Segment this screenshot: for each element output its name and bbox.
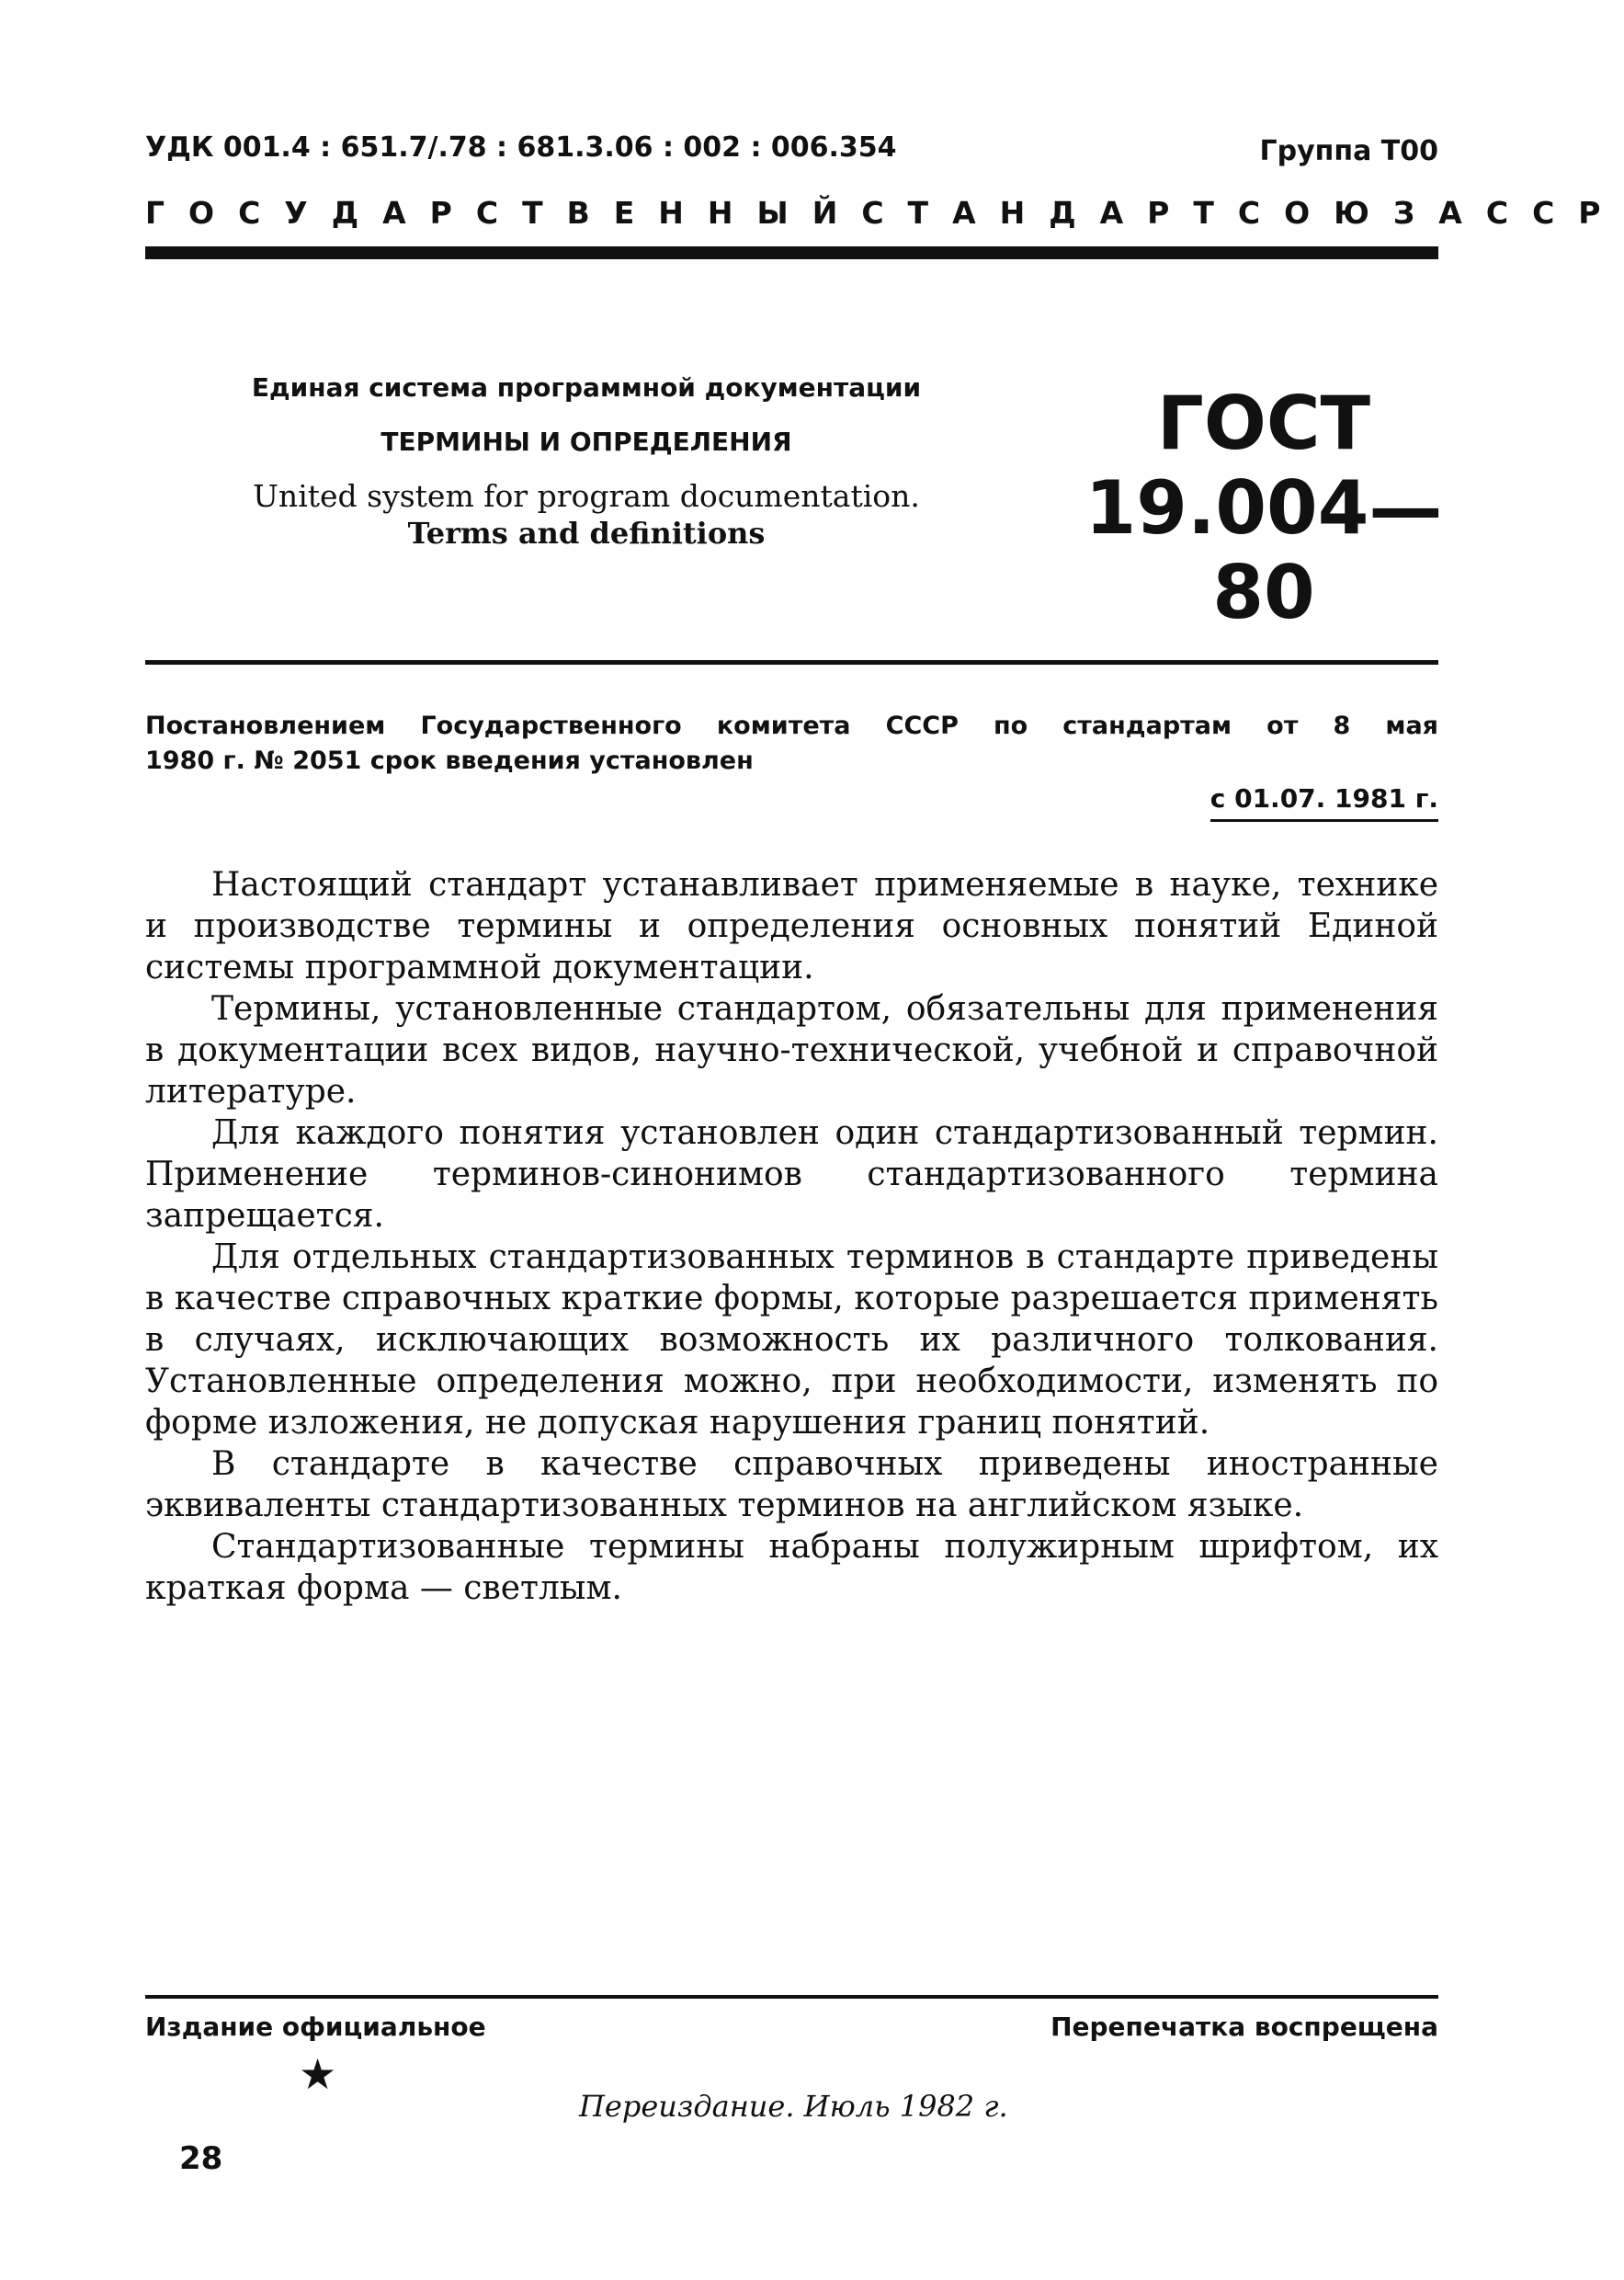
gost-designation bbox=[1080, 382, 1448, 635]
state-standard-word: СТАНДАРТ bbox=[861, 195, 1238, 231]
gost-word: ГОСТ bbox=[1156, 381, 1371, 466]
paragraph: Термины, установленные стандартом, обязательны для применения в документации всех видов, научно-технической, учебной и справочной литературе. bbox=[145, 990, 1438, 1111]
paragraph: Для каждого понятия установлен один стандартизованный термин. Применение терминов-синонимов стандартизованного термина запрещается. bbox=[145, 1114, 1438, 1235]
reissue-note: Переиздание. Июль 1982 г. bbox=[579, 2089, 1008, 2124]
body-text bbox=[145, 864, 1438, 1609]
paragraph: В стандарте в качестве справочных приведены иностранные эквиваленты стандартизованных терминов на английском языке. bbox=[145, 1445, 1438, 1524]
terms-title: ТЕРМИНЫ И ОПРЕДЕЛЕНИЯ bbox=[380, 427, 792, 457]
official-edition-label: Издание официальное bbox=[145, 2012, 486, 2042]
english-title-line2: Terms and definitions bbox=[407, 516, 766, 551]
system-title: Единая система программной документации bbox=[251, 372, 922, 403]
paragraph: Настоящий стандарт устанавливает применяемые в науке, технике и производстве термины и определения основных понятий Единой системы программной документации. bbox=[145, 866, 1438, 986]
star-icon: ★ bbox=[299, 2049, 337, 2099]
udc-code: УДК 001.4 : 651.7/.78 : 681.3.06 : 002 : 006.354 bbox=[145, 131, 897, 164]
group-code: Группа Т00 bbox=[1259, 135, 1438, 167]
state-standard-heading bbox=[145, 195, 1624, 231]
english-title-line1: United system for program documentation. bbox=[253, 478, 920, 514]
bottom-rule bbox=[145, 1995, 1438, 1999]
state-standard-word: СОЮЗА bbox=[1237, 195, 1486, 231]
decree-line2: 1980 г. № 2051 срок введения установлен bbox=[145, 747, 754, 775]
middle-rule bbox=[145, 660, 1438, 665]
reprint-prohibited-label: Перепечатка воспрещена bbox=[1050, 2012, 1438, 2042]
paragraph: Для отдельных стандартизованных терминов в стандарте приведены в качестве справочных краткие формы, которые разрешается применять в случаях, исключающих возможность их различного толкования. Установленные определения можно, при необходимости, изменять по форме изложения, не допуская нарушения границ понятий. bbox=[145, 1238, 1439, 1442]
paragraph: Стандартизованные термины набраны полужирным шрифтом, их краткая форма — светлым. bbox=[145, 1528, 1438, 1607]
state-standard-word: ГОСУДАРСТВЕННЫЙ bbox=[145, 195, 862, 231]
english-title bbox=[228, 478, 945, 552]
state-standard-word: ССР bbox=[1485, 195, 1624, 231]
gost-number: 19.004—80 bbox=[1085, 465, 1443, 635]
page-number: 28 bbox=[179, 2140, 223, 2177]
top-rule bbox=[145, 246, 1438, 259]
effective-date: с 01.07. 1981 г. bbox=[1210, 783, 1438, 822]
decree-line1: Постановлением Государственного комитета СССР по стандартам от 8 мая bbox=[145, 712, 1438, 740]
